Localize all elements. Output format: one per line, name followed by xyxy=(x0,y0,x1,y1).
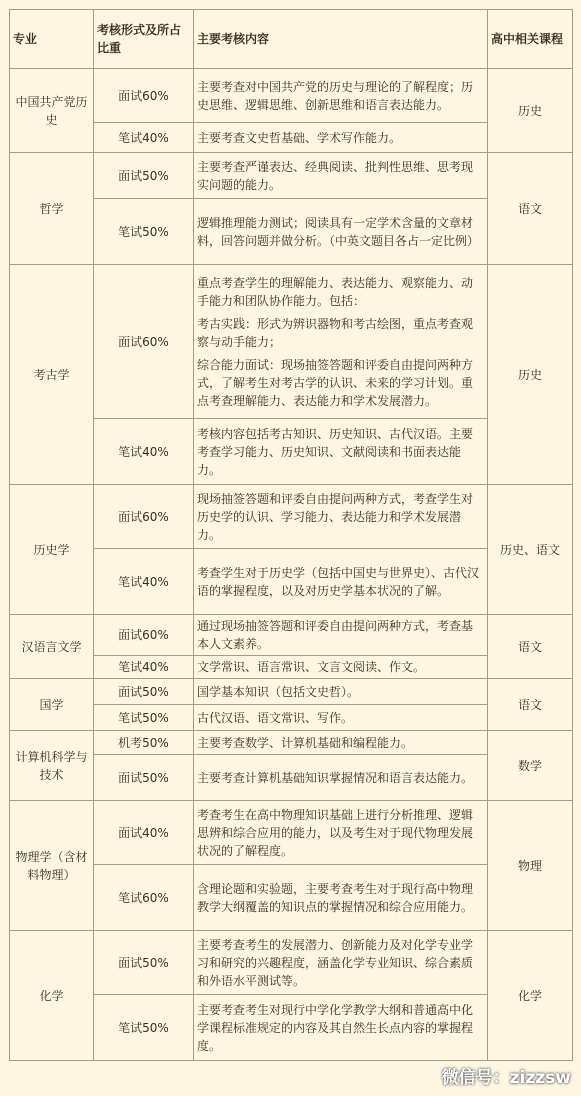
exam-form-cell: 面试60% xyxy=(94,69,194,123)
table-row xyxy=(10,153,573,199)
content-paragraph: 主要考查计算机基础知识掌握情况和语言表达能力。 xyxy=(197,770,474,785)
exam-content-cell xyxy=(194,865,488,931)
table-row xyxy=(10,679,573,705)
content-paragraph: 主要考查数学、计算机基础和编程能力。 xyxy=(197,735,414,750)
table-body xyxy=(10,69,573,1061)
exam-content-cell xyxy=(194,153,488,199)
content-paragraph: 考核内容包括考古知识、历史知识、古代汉语。主要考查学习能力、历史知识、文献阅读和书面表达能力。 xyxy=(197,426,474,477)
exam-form-cell: 笔试40% xyxy=(94,123,194,153)
exam-content-cell xyxy=(194,679,488,705)
content-paragraph: 古代汉语、语文常识、写作。 xyxy=(197,710,354,725)
exam-form-cell: 笔试50% xyxy=(94,995,194,1061)
major-cell: 物理学（含材料物理） xyxy=(10,801,94,931)
exam-form-cell: 面试50% xyxy=(94,679,194,705)
content-paragraph: 现场抽签答题和评委自由提问两种方式，考查学生对历史学的认识、学习能力、表达能力和学术发展潜力。 xyxy=(197,491,474,542)
content-paragraph: 主要考查考生的发展潜力、创新能力及对化学专业学习和研究的兴趣程度，涵盖化学专业知识、综合素质和外语水平测试等。 xyxy=(197,937,474,988)
exam-form-cell: 笔试60% xyxy=(94,865,194,931)
exam-content-cell xyxy=(194,549,488,615)
table-row xyxy=(10,731,573,755)
related-course-cell: 语文 xyxy=(488,679,573,731)
exam-form-cell: 笔试40% xyxy=(94,419,194,485)
major-cell: 历史学 xyxy=(10,485,94,615)
related-course-cell: 历史 xyxy=(488,265,573,485)
content-paragraph: 重点考查学生的理解能力、表达能力、观察能力、动手能力和团队协作能力。包括： xyxy=(197,275,474,308)
admission-exam-table xyxy=(9,9,573,1061)
exam-form-cell: 面试60% xyxy=(94,485,194,549)
major-cell: 化学 xyxy=(10,931,94,1061)
exam-form-cell: 面试50% xyxy=(94,153,194,199)
related-course-cell: 历史 xyxy=(488,69,573,153)
content-paragraph: 主要考查严谨表达、经典阅读、批判性思维、思考现实问题的能力。 xyxy=(197,159,474,192)
exam-form-cell: 笔试50% xyxy=(94,705,194,731)
exam-content-cell xyxy=(194,265,488,419)
content-paragraph: 文学常识、语言常识、文言文阅读、作文。 xyxy=(197,660,426,674)
exam-form-cell: 机考50% xyxy=(94,731,194,755)
header-major: 专业 xyxy=(10,10,94,69)
exam-content-cell xyxy=(194,656,488,679)
major-cell: 中国共产党历史 xyxy=(10,69,94,153)
major-cell: 哲学 xyxy=(10,153,94,265)
content-paragraph: 考查考生在高中物理知识基础上进行分析推理、逻辑思辨和综合应用的能力，以及考生对于现代物理发展状况的了解程度。 xyxy=(197,807,474,858)
content-paragraph: 考古实践：形式为辨识器物和考古绘图，重点考查观察与动手能力； xyxy=(197,316,474,349)
table-row xyxy=(10,615,573,656)
related-course-cell: 语文 xyxy=(488,615,573,679)
table-header-row xyxy=(10,10,573,69)
header-course: 高中相关课程 xyxy=(488,10,573,69)
exam-content-cell xyxy=(194,995,488,1061)
exam-form-cell: 面试40% xyxy=(94,801,194,865)
major-cell: 考古学 xyxy=(10,265,94,485)
exam-form-cell: 面试60% xyxy=(94,265,194,419)
major-cell: 汉语言文学 xyxy=(10,615,94,679)
table-row xyxy=(10,485,573,549)
exam-form-cell: 面试60% xyxy=(94,615,194,656)
header-content: 主要考核内容 xyxy=(194,10,488,69)
exam-content-cell xyxy=(194,199,488,265)
content-paragraph: 主要考查考生对现行中学化学教学大纲和普通高中化学课程标准规定的内容及其自然生长点内容的掌握程度。 xyxy=(197,1002,474,1053)
related-course-cell: 数学 xyxy=(488,731,573,801)
exam-form-cell: 笔试40% xyxy=(94,656,194,679)
header-form: 考核形式及所占比重 xyxy=(94,10,194,69)
exam-content-cell xyxy=(194,419,488,485)
exam-content-cell xyxy=(194,755,488,801)
major-cell: 国学 xyxy=(10,679,94,731)
content-paragraph: 通过现场抽签答题和评委自由提问两种方式，考查基本人文素养。 xyxy=(197,619,474,651)
related-course-cell: 历史、语文 xyxy=(488,485,573,615)
watermark: 微信号：zizzsw xyxy=(441,1068,571,1088)
exam-content-cell xyxy=(194,931,488,995)
content-paragraph: 主要考查文史哲基础、学术写作能力。 xyxy=(197,130,402,145)
related-course-cell: 语文 xyxy=(488,153,573,265)
table-row xyxy=(10,69,573,123)
content-paragraph: 考查学生对于历史学（包括中国史与世界史）、古代汉语的掌握程度，以及对历史学基本状况的了解。 xyxy=(197,565,480,598)
content-paragraph: 含理论题和实验题，主要考查考生对于现行高中物理教学大纲覆盖的知识点的掌握情况和综合应用能力。 xyxy=(197,881,474,914)
exam-content-cell xyxy=(194,69,488,123)
content-paragraph: 主要考查对中国共产党的历史与理论的了解程度；历史思维、逻辑思维、创新思维和语言表达能力。 xyxy=(197,79,474,112)
table-row xyxy=(10,265,573,419)
content-paragraph: 国学基本知识（包括文史哲）。 xyxy=(197,684,360,699)
exam-content-cell xyxy=(194,615,488,656)
table-row xyxy=(10,801,573,865)
related-course-cell: 化学 xyxy=(488,931,573,1061)
exam-form-cell: 面试50% xyxy=(94,931,194,995)
related-course-cell: 物理 xyxy=(488,801,573,931)
exam-form-cell: 面试50% xyxy=(94,755,194,801)
major-cell: 计算机科学与技术 xyxy=(10,731,94,801)
exam-form-cell: 笔试50% xyxy=(94,199,194,265)
content-paragraph: 综合能力面试：现场抽签答题和评委自由提问两种方式，了解考生对考古学的认识、未来的学习计划。重点考查理解能力、表达能力和学术发展潜力。 xyxy=(197,357,474,408)
content-paragraph: 逻辑推理能力测试；阅读具有一定学术含量的文章材料，回答问题并做分析。（中英文题目各占一定比例） xyxy=(197,215,480,248)
table-row xyxy=(10,931,573,995)
exam-content-cell xyxy=(194,705,488,731)
exam-form-cell: 笔试40% xyxy=(94,549,194,615)
exam-content-cell xyxy=(194,485,488,549)
exam-content-cell xyxy=(194,731,488,755)
exam-content-cell xyxy=(194,801,488,865)
exam-content-cell xyxy=(194,123,488,153)
